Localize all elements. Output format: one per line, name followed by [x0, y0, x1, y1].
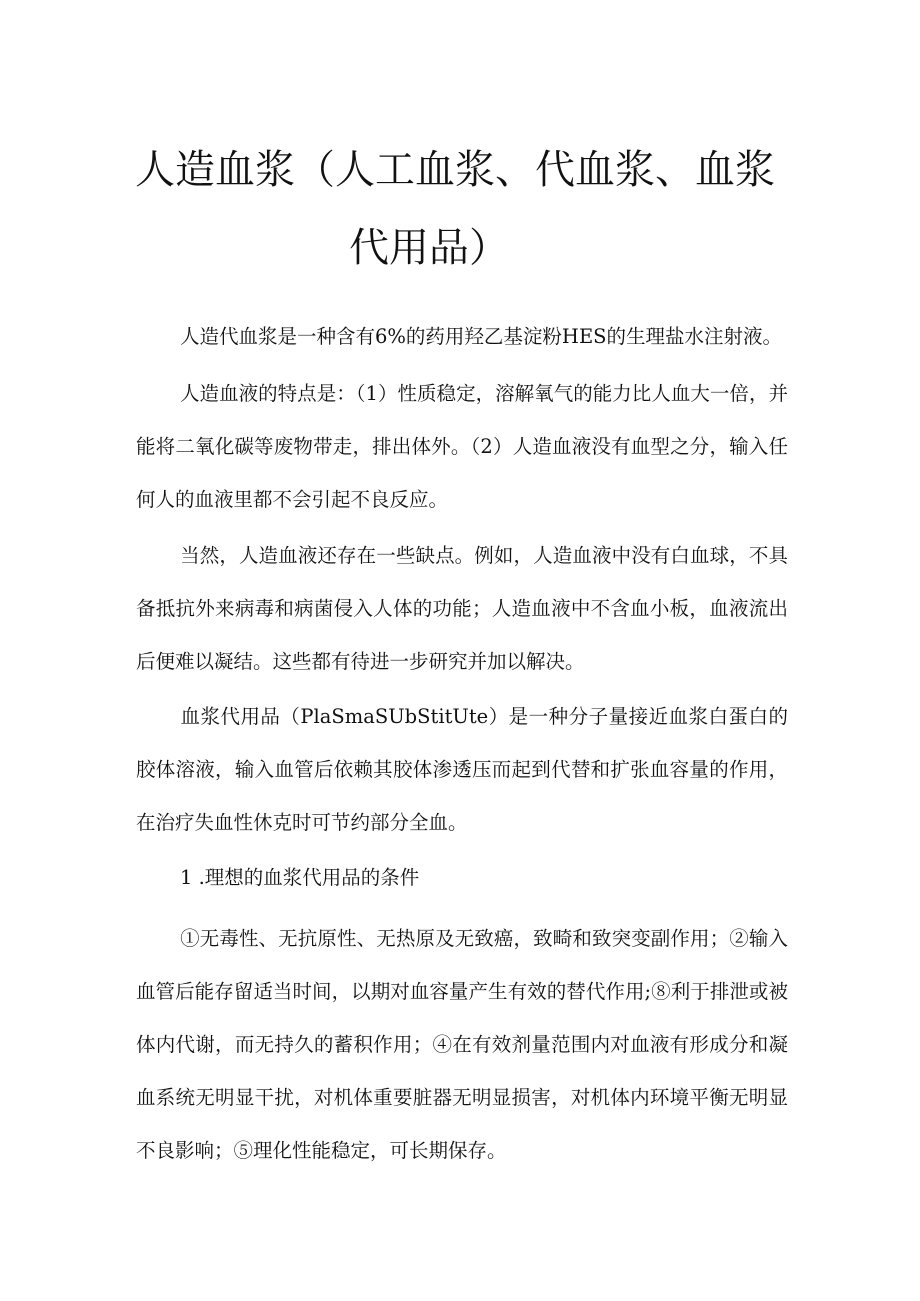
- paragraph-conditions: [136, 912, 788, 1177]
- document-title-line-1: 人造血浆（人工血浆、代血浆、血浆: [135, 147, 775, 193]
- paragraph-text: 当然，人造血液还存在一些缺点。例如，人造血液中没有白血球，不具备抵抗外来病毒和病菌侵入人体的功能；人造血液中不含血小板，血液流出后便难以凝结。这些都有待进一步研究并加以解决。: [136, 544, 788, 673]
- paragraph-shortcomings: [136, 529, 788, 688]
- paragraph-features: [136, 367, 788, 526]
- paragraph-intro: [136, 310, 788, 363]
- paragraph-text: ①无毒性、无抗原性、无热原及无致癌，致畸和致突变副作用；②输入血管后能存留适当时间，以期对血容量产生有效的替代作用;⑧利于排泄或被体内代谢，而无持久的蓄积作用；④在有效剂量范围内对血液有形成分和凝血系统无明显干扰，对机体重要脏器无明显损害，对机体内环境平衡无明显不良影响；⑤理化性能稳定，可长期保存。: [136, 927, 788, 1162]
- paragraph-plasma-substitute: [136, 690, 788, 849]
- document-title-line-2: 代用品）: [349, 225, 509, 271]
- paragraph-text: 血浆代用品（PlaSmaSUbStitUte）是一种分子量接近血浆白蛋白的胶体溶液，输入血管后依赖其胶体渗透压而起到代替和扩张血容量的作用，在治疗失血性休克时可节约部分全血。: [136, 705, 788, 834]
- paragraph-text: 人造血液的特点是：（1）性质稳定，溶解氧气的能力比人血大一倍，并能将二氧化碳等废物带走，排出体外。（2）人造血液没有血型之分，输入任何人的血液里都不会引起不良反应。: [136, 382, 788, 511]
- section-heading: [136, 851, 788, 904]
- section-heading-text: 1 .理想的血浆代用品的条件: [180, 866, 420, 889]
- paragraph-text: 人造代血浆是一种含有6%的药用羟乙基淀粉HES的生理盐水注射液。: [180, 325, 783, 348]
